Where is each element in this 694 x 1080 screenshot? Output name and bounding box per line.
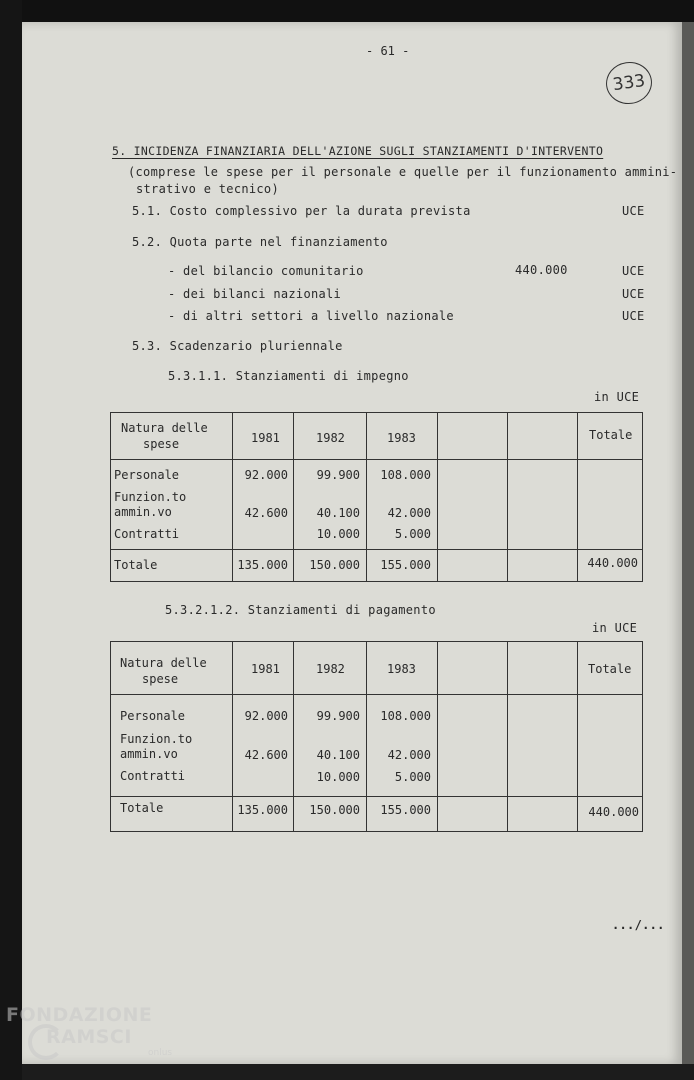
watermark-line1: FONDAZIONE (6, 1004, 153, 1026)
grand-total-cell: 440.000 (588, 805, 639, 819)
col-header-year: 1981 (251, 662, 280, 676)
quota-item-label: - di altri settori a livello nazionale (168, 309, 454, 323)
grand-total-cell: 440.000 (587, 556, 638, 570)
stamp-number: 333 (611, 70, 647, 96)
row-label-contratti: Contratti (114, 527, 180, 541)
total-cell: 135.000 (237, 558, 288, 572)
table2-unit-note: in UCE (592, 621, 638, 635)
total-cell: 150.000 (309, 558, 360, 572)
quota-item-unit: UCE (622, 287, 645, 301)
col-header-year: 1981 (251, 431, 280, 445)
row-label-funzionamento: Funzion.to (120, 732, 193, 746)
fondazione-gramsci-watermark (6, 1004, 173, 1058)
table-cell: 10.000 (316, 527, 360, 541)
scan-top-border (0, 0, 694, 22)
watermark-line2: RAMSCI (46, 1026, 132, 1048)
table-cell: 5.000 (394, 527, 431, 541)
section-5-title: 5. INCIDENZA FINANZIARIA DELL'AZIONE SUGLI STANZIAMENTI D'INTERVENTO (112, 144, 604, 158)
table-cell: 40.100 (316, 748, 360, 762)
quota-item-label: - del bilancio comunitario (168, 264, 364, 278)
col-header-nature: spese (143, 437, 180, 451)
col-header-nature: Natura delle (121, 421, 208, 435)
total-cell: 135.000 (237, 803, 288, 817)
section-5-note-line2: strativo e tecnico) (136, 182, 279, 196)
section-5-3-label: 5.3. Scadenzario pluriennale (132, 339, 343, 353)
table-cell: 108.000 (380, 468, 431, 482)
quota-item-unit: UCE (622, 309, 645, 323)
section-5-1-unit: UCE (622, 204, 645, 218)
col-header-year: 1983 (387, 662, 416, 676)
commitment-table (110, 412, 643, 582)
col-header-nature: spese (142, 672, 179, 686)
row-label-funzionamento: Funzion.to (114, 490, 187, 504)
row-label-totale: Totale (114, 558, 158, 572)
row-label-personale: Personale (114, 468, 180, 482)
quota-item-value: 440.000 (515, 263, 568, 277)
row-label-funzionamento: ammin.vo (114, 505, 172, 519)
col-header-year: 1982 (316, 662, 345, 676)
table1-heading: 5.3.1.1. Stanziamenti di impegno (168, 369, 409, 383)
payment-table (110, 641, 643, 832)
section-5-note-line1: (comprese le spese per il personale e quelle per il funzionamento ammini- (128, 165, 678, 179)
table2-heading: 5.3.2.1.2. Stanziamenti di pagamento (165, 603, 436, 617)
quota-item-unit: UCE (622, 264, 645, 278)
table-cell: 42.600 (244, 748, 288, 762)
row-label-contratti: Contratti (120, 769, 186, 783)
row-label-personale: Personale (120, 709, 186, 723)
section-5-2-label: 5.2. Quota parte nel finanziamento (132, 235, 388, 249)
table-cell: 99.900 (316, 468, 360, 482)
scan-left-border (0, 0, 22, 1080)
col-header-year: 1982 (316, 431, 345, 445)
table1-unit-note: in UCE (594, 390, 640, 404)
row-label-totale: Totale (120, 801, 164, 815)
col-header-total: Totale (589, 428, 633, 442)
col-header-year: 1983 (387, 431, 416, 445)
table-cell: 108.000 (380, 709, 431, 723)
quota-item-label: - dei bilanci nazionali (168, 287, 342, 301)
table-cell: 10.000 (316, 770, 360, 784)
watermark-line3: onlus (148, 1048, 173, 1058)
table-cell: 42.600 (244, 506, 288, 520)
table-cell: 92.000 (244, 709, 288, 723)
total-cell: 155.000 (380, 558, 431, 572)
page-edge-shadow (682, 22, 694, 1064)
col-header-total: Totale (588, 662, 632, 676)
section-5-1-label: 5.1. Costo complessivo per la durata prevista (132, 204, 471, 218)
col-header-nature: Natura delle (120, 656, 207, 670)
table-cell: 42.000 (387, 506, 431, 520)
page-number: - 61 - (366, 44, 410, 58)
table-cell: 99.900 (316, 709, 360, 723)
total-cell: 150.000 (309, 803, 360, 817)
table-cell: 5.000 (394, 770, 431, 784)
table-cell: 92.000 (244, 468, 288, 482)
continuation-marker: .../... (612, 918, 665, 932)
total-cell: 155.000 (380, 803, 431, 817)
row-label-funzionamento: ammin.vo (120, 747, 178, 761)
table-cell: 40.100 (316, 506, 360, 520)
table-cell: 42.000 (387, 748, 431, 762)
